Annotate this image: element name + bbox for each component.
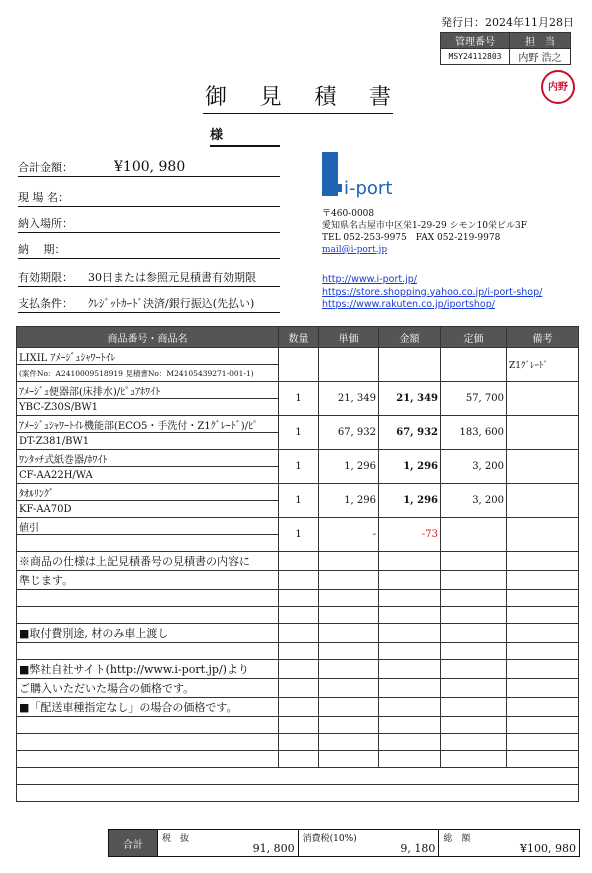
company-address: 〒460-0008 愛知県名古屋市中区栄1-29-29 シモン10栄ビル3F TEL 052-253-9975 FAX 052-219-9978 mail@i-port.jp [322,209,527,255]
title-char: 御 [205,85,228,110]
item-code: YBC-Z30S/BW1 [17,399,279,416]
yahoo-store-link[interactable]: https://store.shopping.yahoo.co.jp/i-port-shop/ [322,286,543,298]
item-name: ｱﾒｰｼﾞｭ便器部(床排水)/ﾋﾟｭｱﾎﾜｲﾄ [17,382,279,399]
note-row [17,624,579,643]
note-text: 準じます。 [17,571,279,590]
recipient-line: 様 [210,124,280,147]
summary-bar [108,829,580,857]
total-amount-field: 合計金額： ¥100, 980 [18,160,280,177]
discount-amount: -73 [379,518,441,552]
issue-date: 発行日：2024年11月28日 [441,16,574,29]
tax-cell: 消費税(10%) 9, 180 [298,830,439,856]
table-row: ﾜﾝﾀｯﾁ式紙巻器/ﾎﾜｲﾄ 1 1, 296 1, 296 3, 200 [17,450,579,467]
pretax-value: 91, 800 [252,842,295,855]
summary-label: 合計 [109,830,157,856]
discount-name: 値引 [17,518,279,535]
item-name: ｱﾒｰｼﾞｭｼｬﾜｰﾄｲﾚ機能部(ECO5・手洗付・Z1ｸﾞﾚｰﾄﾞ)/ﾋﾟ [17,416,279,433]
item-code: DT-Z381/BW1 [17,433,279,450]
table-header-row [17,327,579,348]
note-text: ■「配送車種指定なし」の場合の価格です。 [17,698,279,717]
site-link[interactable]: http://www.i-port.jp/ [322,274,417,285]
table-row: ｱﾒｰｼﾞｭｼｬﾜｰﾄｲﾚ機能部(ECO5・手洗付・Z1ｸﾞﾚｰﾄﾞ)/ﾋﾟ 1 67, 932 67, 932 183, 600 [17,416,579,433]
payment-terms-field: 支払条件： ｸﾚｼﾞｯﾄｶｰﾄﾞ決済/銀行振込(先払い) [18,296,280,313]
note-text: ■弊社自社サイト(http://www.i-port.jp/)より [17,660,279,679]
group-reference: (案件No：A2410009518919 見積書No：M24105439271-001-1) [17,365,279,382]
group-name: LIXIL ｱﾒｰｼﾞｭｼｬﾜｰﾄｲﾚ [17,348,279,365]
table-row: ｱﾒｰｼﾞｭ便器部(床排水)/ﾋﾟｭｱﾎﾜｲﾄ 1 21, 349 21, 349 57, 700 [17,382,579,399]
staff-name: 内野 浩之 [510,49,571,65]
staff-label: 担 当 [510,33,571,49]
due-date-field: 納 期： [18,242,280,259]
rakuten-store-link[interactable]: https://www.rakuten.co.jp/iportshop/ [322,299,495,310]
items-table [16,326,579,802]
col-header: 定価 [441,327,507,348]
grand-total-cell: 総 額 ¥100, 980 [438,830,579,856]
company-links [322,274,542,312]
company-mail-link[interactable]: mail@i-port.jp [322,245,388,255]
item-code: KF-AA70D [17,501,279,518]
table-row: ﾀｵﾙﾘﾝｸﾞ 1 1, 296 1, 296 3, 200 [17,484,579,501]
mgmt-number: MSY24112803 [441,49,510,65]
validity-value: 30日または参照元見積書有効期限 [88,271,256,284]
col-header: 商品番号・商品名 [17,327,279,348]
tax-value: 9, 180 [400,842,436,855]
item-name: ﾀｵﾙﾘﾝｸﾞ [17,484,279,501]
col-header: 金額 [379,327,441,348]
company-logo-text: i-port [344,178,393,199]
col-header: 備考 [507,327,579,348]
company-logo-dot [334,184,342,192]
note-row [17,698,579,717]
seal-stamp-icon: 内野 [541,70,575,104]
note-row [17,660,579,679]
table-row [17,348,579,365]
note-text: ※商品の仕様は上記見積番号の見積書の内容に [17,552,279,571]
title-char: 積 [314,85,337,110]
group-note: Z1ｸﾞﾚｰﾄﾞ [507,348,579,382]
note-row [17,571,579,590]
note-text: ■取付費別途, 材のみ車上渡し [17,624,279,643]
col-header: 単価 [319,327,379,348]
col-header: 数量 [279,327,319,348]
item-name: ﾜﾝﾀｯﾁ式紙巻器/ﾎﾜｲﾄ [17,450,279,467]
management-table [440,32,571,65]
title-char: 書 [368,85,391,110]
site-name-field: 現 場 名： [18,190,280,207]
note-row [17,679,579,698]
table-row: 値引 1 - -73 [17,518,579,535]
grand-total-value: ¥100, 980 [520,842,577,855]
mgmt-number-label: 管理番号 [441,33,510,49]
payment-terms-value: ｸﾚｼﾞｯﾄｶｰﾄﾞ決済/銀行振込(先払い) [88,297,255,310]
item-code: CF-AA22H/WA [17,467,279,484]
validity-field: 有効期限： 30日または参照元見積書有効期限 [18,270,280,287]
title-char: 見 [259,85,282,110]
total-amount-value: ¥100, 980 [114,159,186,175]
page-title [203,80,393,114]
note-row [17,552,579,571]
delivery-place-field: 納入場所： [18,216,280,233]
pretax-cell: 税 抜 91, 800 [157,830,298,856]
note-text: ご購入いただいた場合の価格です。 [17,679,279,698]
